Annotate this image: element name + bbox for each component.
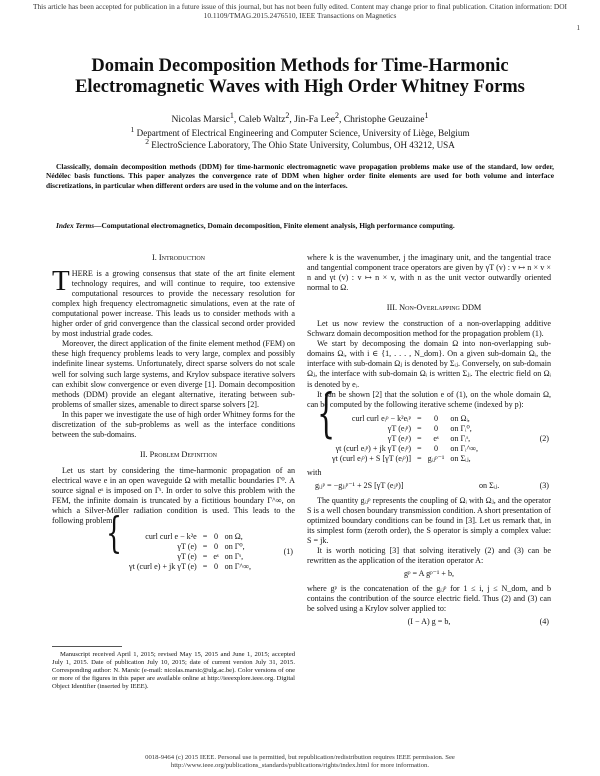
problem-paragraph: Let us start by considering the time-harmonic propagation of an electrical wave e in an open waveguide Ω with metallic boundaries Γ⁰. A source signal eˢ is imposed on Γˢ. In order to solve this problem with the FEM, the infinite domain is truncated by a fictitious boundary Γ^∞, on which a Silver-Müller radiation condition is used. This leads to the following problem: (52, 465, 295, 526)
intro-paragraph: In this paper we investigate the use of high order Whitney forms for the discretization of the sub-problems as well as the interface conditions between the sub-domains. (52, 409, 295, 439)
footnote: Manuscript received April 1, 2015; revised May 15, 2015 and June 1, 2015; accepted July 1, 2015. Date of publication July 10, 2015; date of current version July 31, 2015. Corresponding author: N. Marsic (e-mail: nicolas.marsic@ulg.ac.be). Color versions of one or more of the figures in this paper are available online at http://ieeexplore.ieee.org. Digital Object Identifier (inserted by IEEE). (52, 651, 295, 691)
section-heading: I. Introduction (151, 253, 205, 262)
copyright-footer (60, 754, 540, 770)
journal-notice-line1: This article has been accepted for publication in a future issue of this journal, but has not been fully edited. Content may change prior to final publication. Citation information: DOI (32, 2, 568, 11)
footer-line2[interactable]: http://www.ieee.org/publications_standards/publications/rights/index.html for more information. (170, 762, 430, 769)
page-number: 1 (576, 24, 580, 32)
equation-row: γt (curl eᵢᵖ) + S [γT (eᵢᵖ)] = gᵢⱼᵖ⁻¹ on Σᵢⱼ, (332, 453, 471, 463)
ddm-paragraph: It can be shown [2] that the solution e of (1), on the whole domain Ω, can be computed by the following iterative scheme (indexed by p): (307, 389, 551, 409)
affiliation: $^1$ Department of Electrical Engineering and Computer Science, University of Liège, Belgium (130, 125, 470, 139)
section-heading: III. Non-Overlapping DDM (386, 303, 482, 313)
journal-notice (16, 2, 584, 20)
affiliation: $^2$ ElectroScience Laboratory, The Ohio State University, Columbus, OH 43212, USA (145, 137, 455, 151)
ddm-paragraph: It is worth noticing [3] that solving iteratively (2) and (3) can be rewritten as the application of the iteration operator A: (307, 545, 551, 565)
equation-4: (I − A) g = b, (4) (407, 617, 549, 627)
intro-paragraph: Moreover, the direct application of the finite element method (FEM) on these high frequency problems leads to very large, complex and possibly indefinite linear systems. Unfortunately, direct sparse solvers do not scale well for solving such large systems, and Krylov subspace iterative solvers can exhibit slow convergence or even diverge [1]. Domain decomposition methods (DDM) provide an elegant alternative, iterating between sub-problems of smaller sizes, amenable to direct sparse solvers [2]. (52, 339, 295, 409)
equation-row: γT (e) = 0 on Γ⁰, (177, 542, 245, 552)
brace-icon: { (317, 383, 336, 444)
left-column (52, 253, 295, 572)
equation-number: (1) (283, 547, 293, 557)
author: Nicolas Marsic$^1$ (171, 111, 234, 126)
journal-notice-line2: 10.1109/TMAG.2015.2476510, IEEE Transactions on Magnetics (203, 11, 397, 20)
equation-row: γT (e) = eˢ on Γˢ, (177, 552, 244, 562)
equation-row: curl curl e − k²e = 0 on Ω, (145, 532, 243, 542)
equation-number: (4) (539, 617, 549, 627)
author-list: Nicolas Marsic$^1$, Caleb Waltz$^2$, Jin-Fa Lee$^2$, Christophe Geuzaine$^1$ (171, 111, 429, 126)
author: Christophe Geuzaine$^1$ (343, 111, 429, 126)
paragraph: where gᵖ is the concatenation of the gᵢⱼᵖ for 1 ≤ i, j ≤ N_dom, and b contains the contribution of the source electric field. Thus (2) and (3) can be solved using a Krylov solver applied to: (307, 584, 551, 614)
footnote-divider (52, 646, 122, 647)
equation-1 (52, 508, 295, 572)
equation-iteration: gᵖ = A gᵖ⁻¹ + b, (403, 569, 455, 579)
equation-row: γT (eᵢᵖ) = eˢ on Γᵢˢ, (387, 433, 471, 443)
abstract: Classically, domain decomposition methods (DDM) for time-harmonic electromagnetic wave propagation problems make use of the standard, low order, Nédélec basis functions. This paper analyzes the convergence rate of DDM when higher order finite elements are used for both volume and interface discretizations, in particular when different orders are used in the volume and on the interfaces. (46, 162, 554, 190)
author: Caleb Waltz$^2$ (238, 111, 290, 126)
brace-icon: { (106, 508, 123, 558)
paragraph: where k is the wavenumber, j the imaginary unit, and the tangential trace and tangential component trace operators are given by γT (v) : v ↦ n × v × n and γt (v) : v ↦ n × v, with n as the unit vector outwardly oriented normal to Ω. (307, 253, 551, 293)
paragraph: with (307, 467, 322, 477)
author: Jin-Fa Lee$^2$ (294, 111, 339, 126)
footer-line1: 0018-9464 (c) 2015 IEEE. Personal use is permitted, but republication/redistribution requires IEEE permission. See (145, 754, 455, 761)
section-heading: II. Problem Definition (139, 449, 218, 459)
equation-row: γt (curl eᵢᵖ) + jk γT (eᵢᵖ) = 0 on Γᵢ^∞, (335, 443, 479, 453)
intro-paragraph: THERE is a growing consensus that state of the art finite element technology requires, and will continue to require, too extensive computational resources to provide the necessary resolution for complex high frequency electromagnetic simulations, even at the rate of computational power increase. This leads us to consider methods with a higher order of grid convergence than the classical second order provided by most industrial grade codes. (52, 265, 295, 339)
paper-title: Domain Decomposition Methods for Time-Harmonic Electromagnetic Waves with High Order Whitney Forms (75, 56, 525, 97)
index-terms: Index Terms—Computational electromagnetics, Domain decomposition, Finite element analysis, High performance computing. (56, 221, 455, 230)
drop-cap: T (52, 265, 70, 298)
equation-number: (2) (539, 433, 549, 443)
equation-number: (3) (539, 480, 549, 490)
right-column (307, 253, 551, 629)
ddm-paragraph: Let us now review the construction of a non-overlapping additive Schwarz domain decomposition method for the propagation problem (1). (307, 319, 551, 339)
equation-3: gᵢⱼᵖ = −gⱼᵢᵖ⁻¹ + 2S [γT (eⱼᵖ)] on Σᵢⱼ. (3) (315, 480, 549, 490)
equation-row: γT (eᵢᵖ) = 0 on Γᵢ⁰, (387, 423, 472, 433)
ddm-paragraph: The quantity gᵢⱼᵖ represents the coupling of Ωᵢ with Ωⱼ, and the operator S is a well chosen boundary transmission condition. A short presentation of optimized boundary conditions can be found in [3]. Let us remark that, in its simplest form (zeroth order), the S operator is simply a complex value: S = jk. (307, 495, 551, 545)
ddm-paragraph: We start by decomposing the domain Ω into non-overlapping sub-domains Ωᵢ, with i ∈ {1, . . . , N_dom}. On a given sub-domain Ωᵢ, the interface with sub-domain Ωⱼ is denoted by Σᵢⱼ. Conversely, on sub-domain Ωⱼ, the interface with sub-domain Ωᵢ is written Σⱼᵢ. The electric field on Ωᵢ is denoted by eᵢ. (307, 339, 551, 389)
equation-row: curl curl eᵢᵖ − k²eᵢᵖ = 0 on Ωᵢ, (351, 413, 470, 423)
equation-row: γt (curl e) + jk γT (e) = 0 on Γ^∞, (129, 562, 252, 572)
